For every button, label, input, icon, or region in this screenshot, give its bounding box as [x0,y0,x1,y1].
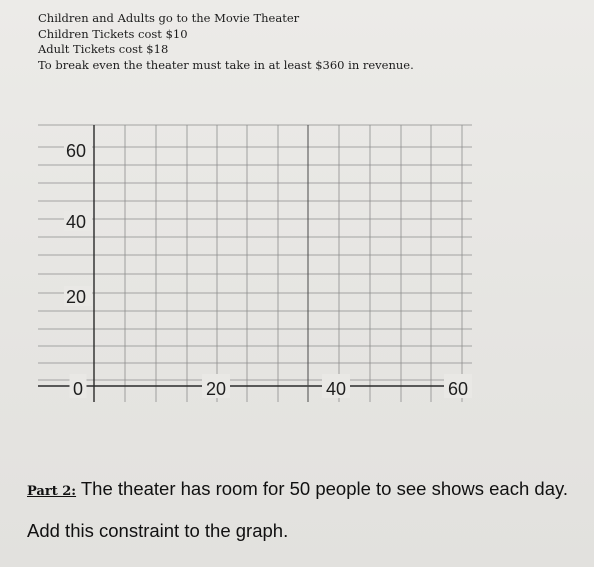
problem-line-4: To break even the theater must take in at least $360 in revenue. [38,57,414,72]
problem-line-3: Adult Tickets cost $18 [38,42,169,56]
coordinate-grid [0,110,594,430]
y-tick-label: 40 [66,212,87,232]
problem-line-1: Children and Adults go to the Movie Theater [38,11,300,25]
x-tick-label: 60 [447,379,469,399]
axes [38,125,472,402]
x-tick-label: 0 [72,379,84,399]
y-tick-label: 60 [66,141,87,161]
grid-svg [0,110,594,430]
problem-statement [38,11,414,73]
y-tick-label: 20 [66,287,87,307]
x-tick-label: 40 [325,379,347,399]
vertical-gridlines [94,125,462,402]
x-tick-label: 20 [205,379,227,399]
horizontal-gridlines [38,125,472,380]
part2-instruction: Add this constraint to the graph. [27,520,289,541]
part2-label: Part 2: [27,484,77,499]
part2-text: The theater has room for 50 people to see shows each day. [76,478,568,499]
part2-statement [27,478,568,500]
problem-line-2: Children Tickets cost $10 [38,26,188,41]
